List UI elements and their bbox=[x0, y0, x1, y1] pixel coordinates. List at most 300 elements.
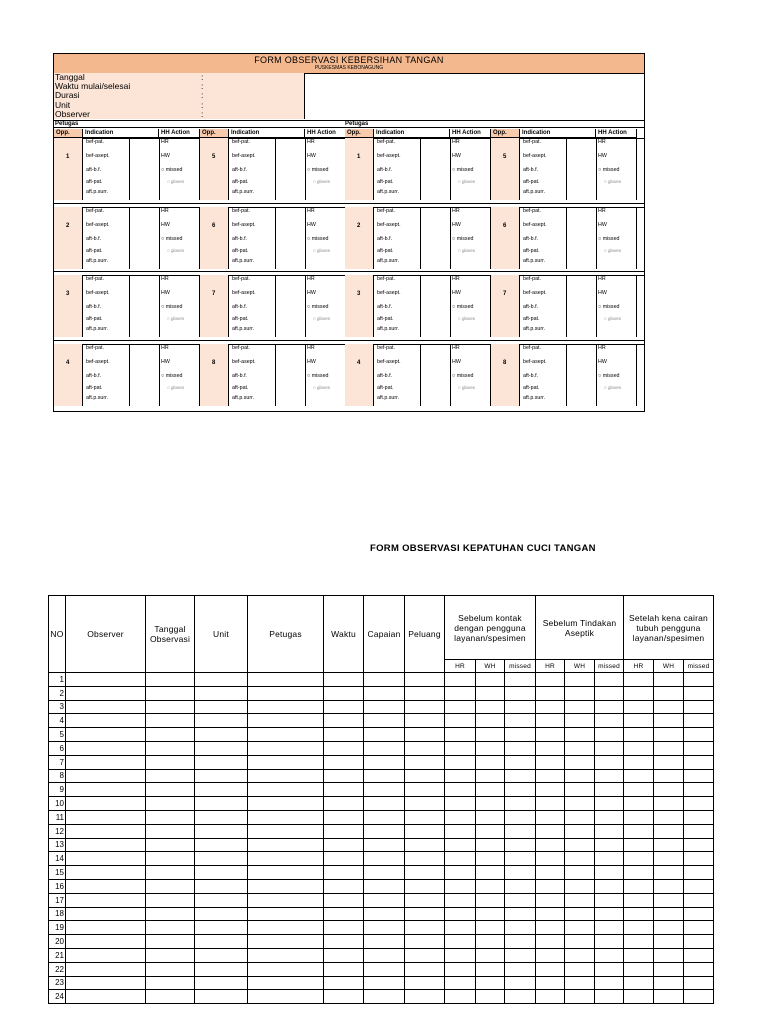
indication-option[interactable]: bef-asept. bbox=[232, 358, 256, 365]
table-cell[interactable] bbox=[146, 673, 195, 687]
table-cell[interactable] bbox=[146, 893, 195, 907]
table-cell[interactable] bbox=[505, 741, 536, 755]
hh-action-hr[interactable]: HR bbox=[452, 344, 460, 351]
table-cell[interactable] bbox=[364, 962, 405, 976]
indication-option[interactable]: aft-pat. bbox=[523, 179, 540, 185]
table-cell[interactable] bbox=[595, 921, 624, 935]
table-cell[interactable] bbox=[505, 866, 536, 880]
table-cell[interactable] bbox=[248, 962, 324, 976]
table-cell[interactable] bbox=[565, 783, 595, 797]
table-cell[interactable] bbox=[654, 921, 684, 935]
table-cell[interactable] bbox=[405, 921, 445, 935]
table-cell[interactable] bbox=[505, 728, 536, 742]
table-cell[interactable] bbox=[445, 755, 476, 769]
table-cell[interactable] bbox=[445, 714, 476, 728]
hh-action-missed[interactable] bbox=[452, 373, 473, 380]
hh-action-gloves[interactable] bbox=[167, 178, 184, 185]
hh-action-hw[interactable]: HW bbox=[161, 153, 170, 159]
table-cell[interactable] bbox=[624, 714, 654, 728]
missed-radio-icon[interactable]: ○ bbox=[307, 167, 311, 173]
hh-action-hw[interactable]: HW bbox=[598, 221, 607, 228]
indication-option[interactable]: aft.p.surr. bbox=[86, 189, 109, 195]
missed-radio-icon[interactable]: ○ bbox=[307, 372, 311, 379]
table-cell[interactable] bbox=[536, 741, 565, 755]
table-cell[interactable] bbox=[565, 838, 595, 852]
table-cell[interactable] bbox=[505, 948, 536, 962]
table-cell[interactable] bbox=[565, 907, 595, 921]
indication-option[interactable]: aft-pat. bbox=[86, 384, 103, 391]
table-cell[interactable] bbox=[364, 728, 405, 742]
indication-option[interactable]: aft-b.f. bbox=[377, 372, 393, 379]
table-cell[interactable] bbox=[405, 838, 445, 852]
table-cell[interactable] bbox=[248, 714, 324, 728]
table-cell[interactable] bbox=[536, 921, 565, 935]
table-cell[interactable] bbox=[654, 976, 684, 990]
missed-radio-icon[interactable]: ○ bbox=[161, 235, 165, 242]
table-cell[interactable] bbox=[536, 879, 565, 893]
gloves-radio-icon[interactable]: ○ bbox=[604, 179, 607, 184]
table-cell[interactable] bbox=[445, 686, 476, 700]
table-cell[interactable] bbox=[595, 838, 624, 852]
table-cell[interactable] bbox=[195, 810, 248, 824]
hh-action-gloves[interactable] bbox=[458, 247, 475, 254]
table-cell[interactable] bbox=[146, 962, 195, 976]
table-cell[interactable] bbox=[445, 948, 476, 962]
hh-action-missed[interactable] bbox=[307, 236, 328, 243]
table-cell[interactable] bbox=[595, 741, 624, 755]
table-cell[interactable] bbox=[505, 673, 536, 687]
table-cell[interactable] bbox=[565, 893, 595, 907]
table-cell[interactable] bbox=[654, 783, 684, 797]
table-cell[interactable] bbox=[505, 824, 536, 838]
table-cell[interactable] bbox=[364, 824, 405, 838]
table-cell[interactable] bbox=[565, 824, 595, 838]
table-cell[interactable] bbox=[364, 673, 405, 687]
table-cell[interactable] bbox=[195, 797, 248, 811]
indication-option[interactable]: aft-b.f. bbox=[86, 372, 102, 379]
table-cell[interactable] bbox=[324, 783, 364, 797]
indication-option[interactable]: bef-pat. bbox=[377, 139, 395, 145]
hh-action-missed[interactable] bbox=[598, 236, 619, 243]
table-cell[interactable] bbox=[195, 673, 248, 687]
table-cell[interactable] bbox=[654, 948, 684, 962]
table-cell[interactable] bbox=[195, 935, 248, 949]
table-cell[interactable] bbox=[595, 893, 624, 907]
table-cell[interactable] bbox=[66, 810, 146, 824]
indication-option[interactable]: aft.p.surr. bbox=[377, 189, 400, 195]
table-cell[interactable] bbox=[536, 852, 565, 866]
table-cell[interactable] bbox=[684, 824, 714, 838]
hh-action-missed[interactable] bbox=[598, 373, 619, 380]
table-cell[interactable] bbox=[565, 879, 595, 893]
hh-action-missed[interactable] bbox=[598, 167, 619, 174]
table-cell[interactable] bbox=[324, 700, 364, 714]
table-cell[interactable] bbox=[476, 686, 505, 700]
table-cell[interactable] bbox=[536, 948, 565, 962]
table-cell[interactable] bbox=[146, 948, 195, 962]
hh-action-hr[interactable]: HR bbox=[307, 276, 315, 282]
table-cell[interactable] bbox=[565, 797, 595, 811]
table-cell[interactable] bbox=[684, 948, 714, 962]
hh-action-hw[interactable]: HW bbox=[598, 153, 607, 159]
table-cell[interactable] bbox=[364, 921, 405, 935]
indication-option[interactable]: aft-pat. bbox=[377, 179, 394, 185]
table-cell[interactable] bbox=[66, 921, 146, 935]
table-cell[interactable] bbox=[405, 990, 445, 1004]
table-cell[interactable] bbox=[684, 921, 714, 935]
indication-option[interactable]: aft-b.f. bbox=[86, 235, 102, 242]
missed-radio-icon[interactable]: ○ bbox=[598, 304, 602, 310]
table-cell[interactable] bbox=[324, 728, 364, 742]
table-cell[interactable] bbox=[536, 810, 565, 824]
indication-option[interactable]: aft-b.f. bbox=[232, 304, 248, 310]
table-cell[interactable] bbox=[146, 990, 195, 1004]
table-cell[interactable] bbox=[654, 824, 684, 838]
hh-action-hr[interactable]: HR bbox=[452, 207, 460, 214]
gloves-radio-icon[interactable]: ○ bbox=[313, 316, 316, 321]
table-cell[interactable] bbox=[536, 686, 565, 700]
hh-action-gloves[interactable] bbox=[313, 247, 330, 254]
table-cell[interactable] bbox=[364, 783, 405, 797]
table-cell[interactable] bbox=[405, 741, 445, 755]
table-cell[interactable] bbox=[565, 990, 595, 1004]
hh-action-hr[interactable]: HR bbox=[161, 344, 169, 351]
table-cell[interactable] bbox=[248, 673, 324, 687]
table-cell[interactable] bbox=[146, 797, 195, 811]
table-cell[interactable] bbox=[476, 714, 505, 728]
missed-radio-icon[interactable]: ○ bbox=[452, 235, 456, 242]
table-cell[interactable] bbox=[624, 976, 654, 990]
table-cell[interactable] bbox=[536, 700, 565, 714]
table-cell[interactable] bbox=[324, 714, 364, 728]
table-cell[interactable] bbox=[536, 783, 565, 797]
table-cell[interactable] bbox=[684, 797, 714, 811]
missed-radio-icon[interactable]: ○ bbox=[307, 304, 311, 310]
table-cell[interactable] bbox=[476, 879, 505, 893]
table-cell[interactable] bbox=[248, 769, 324, 783]
missed-radio-icon[interactable]: ○ bbox=[598, 372, 602, 379]
table-cell[interactable] bbox=[595, 755, 624, 769]
table-cell[interactable] bbox=[536, 838, 565, 852]
table-cell[interactable] bbox=[248, 728, 324, 742]
table-cell[interactable] bbox=[476, 769, 505, 783]
table-cell[interactable] bbox=[505, 810, 536, 824]
table-cell[interactable] bbox=[684, 962, 714, 976]
gloves-radio-icon[interactable]: ○ bbox=[167, 247, 170, 253]
table-cell[interactable] bbox=[195, 948, 248, 962]
table-cell[interactable] bbox=[505, 797, 536, 811]
indication-option[interactable]: bef-asept. bbox=[86, 153, 110, 159]
table-cell[interactable] bbox=[364, 769, 405, 783]
indication-option[interactable]: bef-pat. bbox=[377, 207, 395, 214]
table-cell[interactable] bbox=[536, 824, 565, 838]
indication-option[interactable]: aft-pat. bbox=[523, 384, 540, 391]
missed-radio-icon[interactable]: ○ bbox=[161, 304, 165, 310]
table-cell[interactable] bbox=[364, 879, 405, 893]
table-cell[interactable] bbox=[536, 769, 565, 783]
table-cell[interactable] bbox=[624, 879, 654, 893]
indication-option[interactable]: aft.p.surr. bbox=[232, 257, 255, 264]
gloves-radio-icon[interactable]: ○ bbox=[313, 179, 316, 184]
table-cell[interactable] bbox=[195, 783, 248, 797]
table-cell[interactable] bbox=[324, 769, 364, 783]
table-cell[interactable] bbox=[684, 907, 714, 921]
table-cell[interactable] bbox=[536, 893, 565, 907]
hh-action-missed[interactable] bbox=[598, 304, 619, 311]
table-cell[interactable] bbox=[248, 893, 324, 907]
table-cell[interactable] bbox=[364, 948, 405, 962]
table-cell[interactable] bbox=[536, 907, 565, 921]
table-cell[interactable] bbox=[624, 838, 654, 852]
table-cell[interactable] bbox=[195, 769, 248, 783]
indication-option[interactable]: bef-pat. bbox=[523, 344, 541, 351]
table-cell[interactable] bbox=[248, 700, 324, 714]
indication-option[interactable]: bef-asept. bbox=[86, 290, 110, 296]
gloves-radio-icon[interactable]: ○ bbox=[458, 247, 461, 253]
gloves-radio-icon[interactable]: ○ bbox=[167, 179, 170, 184]
table-cell[interactable] bbox=[445, 935, 476, 949]
gloves-radio-icon[interactable]: ○ bbox=[167, 384, 170, 390]
table-cell[interactable] bbox=[624, 755, 654, 769]
table-cell[interactable] bbox=[684, 769, 714, 783]
table-cell[interactable] bbox=[595, 714, 624, 728]
table-cell[interactable] bbox=[445, 797, 476, 811]
table-cell[interactable] bbox=[565, 921, 595, 935]
table-cell[interactable] bbox=[405, 728, 445, 742]
table-cell[interactable] bbox=[624, 852, 654, 866]
table-cell[interactable] bbox=[146, 769, 195, 783]
indication-option[interactable]: bef-pat. bbox=[232, 139, 250, 145]
table-cell[interactable] bbox=[324, 741, 364, 755]
hh-action-missed[interactable] bbox=[307, 304, 328, 311]
table-cell[interactable] bbox=[595, 948, 624, 962]
table-cell[interactable] bbox=[595, 907, 624, 921]
indication-option[interactable]: aft.p.surr. bbox=[86, 257, 109, 264]
table-cell[interactable] bbox=[654, 962, 684, 976]
indication-option[interactable]: aft.p.surr. bbox=[377, 257, 400, 264]
hh-action-hr[interactable]: HR bbox=[452, 139, 460, 145]
table-cell[interactable] bbox=[66, 741, 146, 755]
indication-option[interactable]: aft-pat. bbox=[523, 316, 540, 322]
table-cell[interactable] bbox=[684, 686, 714, 700]
table-cell[interactable] bbox=[195, 728, 248, 742]
indication-option[interactable]: bef-asept. bbox=[377, 153, 401, 159]
table-cell[interactable] bbox=[476, 741, 505, 755]
table-cell[interactable] bbox=[476, 990, 505, 1004]
hh-action-hw[interactable]: HW bbox=[307, 221, 316, 228]
table-cell[interactable] bbox=[536, 714, 565, 728]
table-cell[interactable] bbox=[405, 879, 445, 893]
indication-option[interactable]: aft.p.surr. bbox=[232, 189, 255, 195]
table-cell[interactable] bbox=[476, 797, 505, 811]
gloves-radio-icon[interactable]: ○ bbox=[604, 316, 607, 321]
table-cell[interactable] bbox=[654, 893, 684, 907]
table-cell[interactable] bbox=[505, 700, 536, 714]
table-cell[interactable] bbox=[565, 686, 595, 700]
table-cell[interactable] bbox=[364, 866, 405, 880]
table-cell[interactable] bbox=[505, 755, 536, 769]
table-cell[interactable] bbox=[684, 741, 714, 755]
indication-option[interactable]: aft-pat. bbox=[523, 247, 540, 254]
table-cell[interactable] bbox=[66, 714, 146, 728]
table-cell[interactable] bbox=[324, 962, 364, 976]
hh-action-gloves[interactable] bbox=[313, 315, 330, 322]
table-cell[interactable] bbox=[565, 935, 595, 949]
hh-action-hw[interactable]: HW bbox=[161, 290, 170, 296]
table-cell[interactable] bbox=[324, 838, 364, 852]
hh-action-missed[interactable] bbox=[161, 373, 182, 380]
indication-option[interactable]: bef-asept. bbox=[523, 221, 547, 228]
table-cell[interactable] bbox=[476, 866, 505, 880]
indication-option[interactable]: bef-pat. bbox=[232, 207, 250, 214]
table-cell[interactable] bbox=[565, 948, 595, 962]
table-cell[interactable] bbox=[66, 893, 146, 907]
table-cell[interactable] bbox=[654, 879, 684, 893]
indication-option[interactable]: aft.p.surr. bbox=[86, 394, 109, 401]
table-cell[interactable] bbox=[684, 700, 714, 714]
table-cell[interactable] bbox=[624, 728, 654, 742]
table-cell[interactable] bbox=[654, 866, 684, 880]
table-cell[interactable] bbox=[405, 797, 445, 811]
table-cell[interactable] bbox=[505, 783, 536, 797]
hh-action-missed[interactable] bbox=[452, 236, 473, 243]
indication-option[interactable]: bef-asept. bbox=[377, 290, 401, 296]
table-cell[interactable] bbox=[248, 852, 324, 866]
indication-option[interactable]: bef-asept. bbox=[377, 358, 401, 365]
table-cell[interactable] bbox=[324, 866, 364, 880]
table-cell[interactable] bbox=[595, 728, 624, 742]
indication-option[interactable]: aft-b.f. bbox=[523, 304, 539, 310]
table-cell[interactable] bbox=[476, 810, 505, 824]
hh-action-hw[interactable]: HW bbox=[307, 358, 316, 365]
table-cell[interactable] bbox=[364, 686, 405, 700]
table-cell[interactable] bbox=[248, 686, 324, 700]
indication-option[interactable]: aft-pat. bbox=[86, 316, 103, 322]
indication-option[interactable]: aft-b.f. bbox=[86, 167, 102, 173]
table-cell[interactable] bbox=[595, 962, 624, 976]
missed-radio-icon[interactable]: ○ bbox=[452, 304, 456, 310]
table-cell[interactable] bbox=[595, 810, 624, 824]
table-cell[interactable] bbox=[364, 714, 405, 728]
table-cell[interactable] bbox=[624, 866, 654, 880]
table-cell[interactable] bbox=[405, 948, 445, 962]
table-cell[interactable] bbox=[405, 935, 445, 949]
table-cell[interactable] bbox=[248, 810, 324, 824]
table-cell[interactable] bbox=[405, 976, 445, 990]
table-cell[interactable] bbox=[624, 893, 654, 907]
hh-action-hw[interactable]: HW bbox=[161, 358, 170, 365]
hh-action-hr[interactable]: HR bbox=[598, 207, 606, 214]
table-cell[interactable] bbox=[624, 935, 654, 949]
hh-action-gloves[interactable] bbox=[604, 315, 621, 322]
hh-action-missed[interactable] bbox=[307, 373, 328, 380]
table-cell[interactable] bbox=[324, 935, 364, 949]
table-cell[interactable] bbox=[565, 741, 595, 755]
indication-option[interactable]: aft.p.surr. bbox=[523, 326, 546, 332]
indication-option[interactable]: bef-pat. bbox=[232, 344, 250, 351]
table-cell[interactable] bbox=[146, 976, 195, 990]
table-cell[interactable] bbox=[684, 810, 714, 824]
table-cell[interactable] bbox=[536, 935, 565, 949]
table-cell[interactable] bbox=[565, 673, 595, 687]
indication-option[interactable]: bef-pat. bbox=[86, 276, 104, 282]
gloves-radio-icon[interactable]: ○ bbox=[604, 384, 607, 390]
table-cell[interactable] bbox=[405, 673, 445, 687]
table-cell[interactable] bbox=[654, 852, 684, 866]
table-cell[interactable] bbox=[445, 907, 476, 921]
table-cell[interactable] bbox=[624, 769, 654, 783]
table-cell[interactable] bbox=[195, 990, 248, 1004]
table-cell[interactable] bbox=[684, 852, 714, 866]
indication-option[interactable]: bef-pat. bbox=[523, 276, 541, 282]
table-cell[interactable] bbox=[324, 852, 364, 866]
table-cell[interactable] bbox=[248, 921, 324, 935]
indication-option[interactable]: bef-asept. bbox=[232, 153, 256, 159]
table-cell[interactable] bbox=[565, 962, 595, 976]
table-cell[interactable] bbox=[146, 810, 195, 824]
table-cell[interactable] bbox=[146, 866, 195, 880]
indication-option[interactable]: aft-pat. bbox=[232, 316, 249, 322]
indication-option[interactable]: bef-asept. bbox=[523, 290, 547, 296]
table-cell[interactable] bbox=[684, 673, 714, 687]
table-cell[interactable] bbox=[445, 921, 476, 935]
table-cell[interactable] bbox=[445, 893, 476, 907]
missed-radio-icon[interactable]: ○ bbox=[161, 167, 165, 173]
gloves-radio-icon[interactable]: ○ bbox=[458, 316, 461, 321]
table-cell[interactable] bbox=[324, 755, 364, 769]
missed-radio-icon[interactable]: ○ bbox=[452, 167, 456, 173]
table-cell[interactable] bbox=[445, 962, 476, 976]
table-cell[interactable] bbox=[505, 714, 536, 728]
hh-action-gloves[interactable] bbox=[313, 178, 330, 185]
indication-option[interactable]: aft-pat. bbox=[377, 247, 394, 254]
table-cell[interactable] bbox=[536, 673, 565, 687]
table-cell[interactable] bbox=[405, 810, 445, 824]
table-cell[interactable] bbox=[595, 824, 624, 838]
table-cell[interactable] bbox=[405, 783, 445, 797]
table-cell[interactable] bbox=[195, 714, 248, 728]
table-cell[interactable] bbox=[654, 741, 684, 755]
table-cell[interactable] bbox=[324, 893, 364, 907]
table-cell[interactable] bbox=[146, 783, 195, 797]
table-cell[interactable] bbox=[565, 866, 595, 880]
table-cell[interactable] bbox=[324, 810, 364, 824]
hh-action-missed[interactable] bbox=[452, 304, 473, 311]
hh-action-gloves[interactable] bbox=[313, 384, 330, 391]
table-cell[interactable] bbox=[505, 921, 536, 935]
hh-action-hr[interactable]: HR bbox=[598, 139, 606, 145]
table-cell[interactable] bbox=[66, 990, 146, 1004]
table-cell[interactable] bbox=[595, 797, 624, 811]
table-cell[interactable] bbox=[684, 728, 714, 742]
hh-action-missed[interactable] bbox=[161, 167, 182, 174]
hh-action-missed[interactable] bbox=[161, 304, 182, 311]
table-cell[interactable] bbox=[624, 921, 654, 935]
table-cell[interactable] bbox=[146, 921, 195, 935]
table-cell[interactable] bbox=[364, 741, 405, 755]
table-cell[interactable] bbox=[195, 879, 248, 893]
table-cell[interactable] bbox=[654, 700, 684, 714]
indication-option[interactable]: aft-pat. bbox=[86, 247, 103, 254]
table-cell[interactable] bbox=[195, 824, 248, 838]
indication-option[interactable]: bef-pat. bbox=[86, 344, 104, 351]
table-cell[interactable] bbox=[324, 686, 364, 700]
table-cell[interactable] bbox=[536, 962, 565, 976]
gloves-radio-icon[interactable]: ○ bbox=[167, 316, 170, 321]
table-cell[interactable] bbox=[445, 976, 476, 990]
table-cell[interactable] bbox=[445, 866, 476, 880]
hh-action-hr[interactable]: HR bbox=[161, 276, 169, 282]
